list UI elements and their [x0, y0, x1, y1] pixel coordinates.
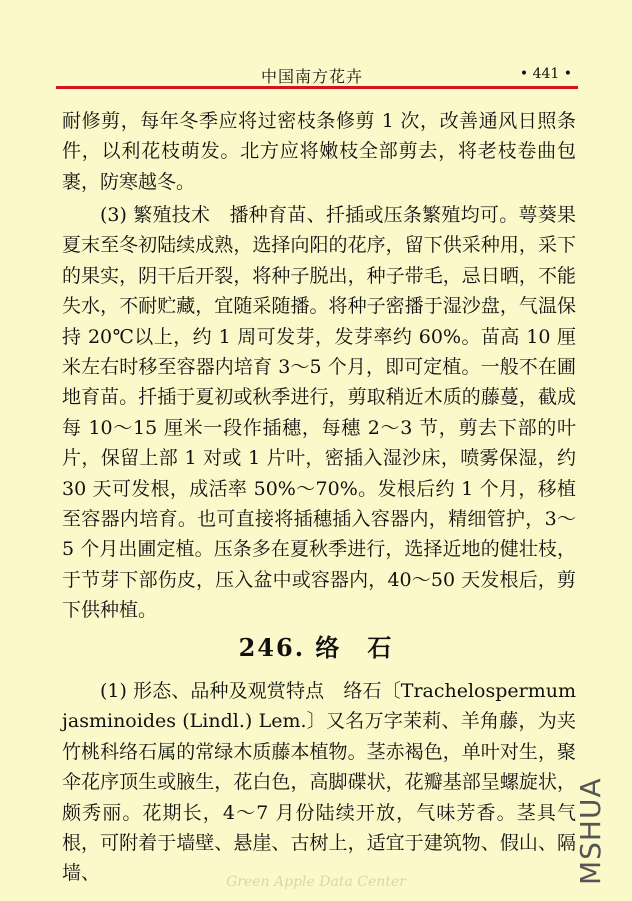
running-header	[56, 62, 578, 86]
paragraph-morphology: (1) 形态、品种及观赏特点 络石〔Trachelospermum jasminoides (Lindl.) Lem.〕又名万字茉莉、羊角藤，为夹竹桃科络石属的常绿木质藤本植物。茎赤褐色，单叶对生，聚伞花序顶生或腋生，花白色，高脚碟状，花瓣基部呈螺旋状，颇秀丽。花期长，4～7 月份陆续开放，气味芳香。茎具气根，可附着于墙壁、悬崖、古树上，适宜于建筑物、假山、隔墙、	[62, 680, 576, 885]
bottom-watermark: Green Apple Data Center	[226, 874, 406, 890]
text-block-propagation	[62, 200, 576, 626]
text-block-morphology	[62, 676, 576, 889]
book-title: 中国南方花卉	[261, 67, 364, 86]
text-block-continuation	[62, 106, 576, 197]
header-rule	[56, 86, 578, 89]
paragraph-propagation: (3) 繁殖技术 播种育苗、扦插或压条繁殖均可。萼葵果夏末至冬初陆续成熟，选择向阳的花序，留下供采种用，采下的果实，阴干后开裂，将种子脱出，种子带毛，忌日晒，不能失水，不耐贮藏，宜随采随播。将种子密播于湿沙盘，气温保持 20℃以上，约 1 周可发芽，发芽率约 60%。苗高 10 厘米左右时移至容器内培育 3～5 个月，即可定植。一般不在圃地育苗。扦插于夏初或秋季进行，剪取稍近木质的藤蔓，截成每 10～15 厘米一段作插穗，每穗 2～3 节，剪去下部的叶片，保留上部 1 对或 1 片叶，密插入湿沙床，喷雾保湿，约 30 天可发根，成活率 50%～70%。发根后约 1 个月，移植至容器内培育。也可直接将插穗插入容器内，精细管护，3～5 个月出圃定植。压条多在夏秋季进行，选择近地的健壮枝，于节芽下部伤皮，压入盆中或容器内，40～50 天发根后，剪下供种植。	[62, 204, 576, 622]
side-watermark: MSHUA	[574, 777, 607, 885]
section-heading: 246. 络 石	[238, 633, 394, 662]
paragraph-pruning: 耐修剪，每年冬季应将过密枝条修剪 1 次，改善通风日照条件，以利花枝萌发。北方应将嫩枝全部剪去，将老枝卷曲包裹，防寒越冬。	[62, 110, 576, 193]
page-number: • 441 •	[519, 66, 572, 82]
